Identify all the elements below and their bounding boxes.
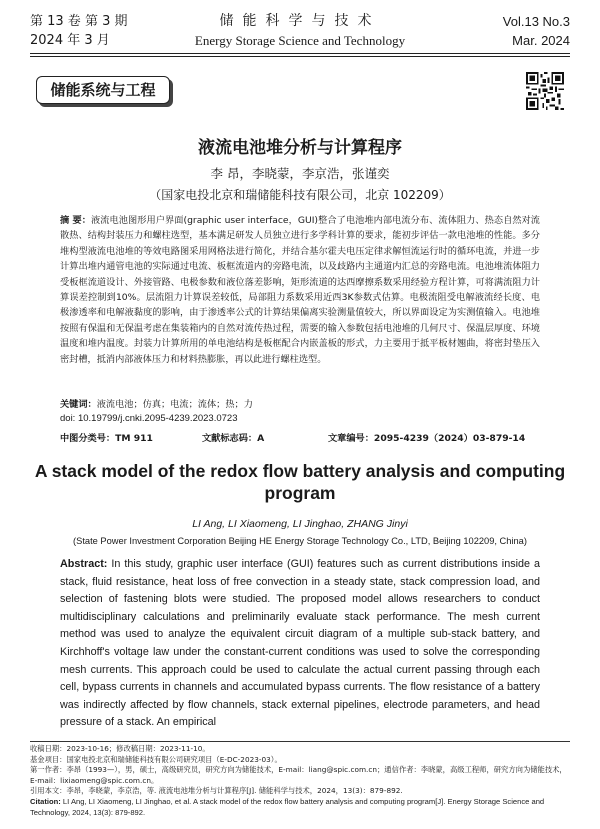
abstract-text-cn: 液流电池图形用户界面(graphic user interface，GUI)整合了电池堆内部电流分布、流体阻力、热态自然对流散热、结构封装压力和螺柱选型，基本满足研发人员独立进行多学科计算的要求，能初步评估一款电池堆的性能。多分堆构型液流电池堆的等效电路图采用网格法进行简化，并结合基尔霍夫电压定律求解恒流运行时的循环电流，并进一步计算出堆内通管电池的实际通过电流、板框流道内的旁路电流，以及歧路内主通道内汇总的旁路电流。电池堆流体阻力受板框流道设计、外接管路、电极参数和液位落差影响，矩形流道的达西摩擦系数采用经验方程计算，可将满流阻力计算误差控制到10%。层流阻力计算误差较低，局部阻力系数采用近西3K参数式估算。电极流阻受电解液流经长度、电极渗透率和电解液黏度的影响，由于渗透率公式的计算结果偏离实验测量值较大，所以界面设定为实测值输入。电池堆按照有保温和无保温考虑在集装箱内的自然对流传热过程，需要的输入参数包括电池堆的几何尺寸、保温层厚度、环境温度和堆内温度。封装力计算所用的单电池结构是板框配合内嵌盖板的形式，力主要用于抵平板材翘曲，将密封垫压入密封槽，抵消内部液体压力和材料热膨胀，再以此进行螺柱选型。 [60,215,540,365]
date-en: Mar. 2024 [512,33,570,48]
column-badge: 储能系统与工程 [36,76,170,104]
keywords-text-cn: 液流电池；仿真；电流；流体；热；力 [96,399,253,410]
keywords-cn [60,397,540,412]
article-number: 文章编号：2095-4239（2024）03-879-14 [328,433,526,444]
qr-code-icon[interactable] [526,72,564,110]
title-cn: 液流电池堆分析与计算程序 [198,138,402,158]
keywords-label-cn: 关键词： [60,399,97,410]
cite-label-en: Citation: [30,796,61,806]
journal-name [150,12,450,50]
footnote-fund: 基金项目：国家电投北京和瑞储能科技有限公司研究项目（E-DC-2023-03）。 [30,754,282,764]
journal-name-en: Energy Storage Science and Technology [194,33,406,48]
authors-cn: 李 昂，李晓蒙，李京浩，张谨奕 [210,166,390,181]
clc-number: 中图分类号：TM 911 [60,433,153,444]
issue-info-en [503,12,570,50]
abstract-en [60,556,540,732]
footnote-cite-en [30,797,570,818]
abstract-label-en: Abstract: [60,558,108,570]
doi[interactable]: doi: 10.19799/j.cnki.2095-4239.2023.0723 [60,413,238,424]
abstract-cn [60,213,540,367]
footnote-cite-cn: 引用本文：李昂，李晓蒙，李京浩，等. 液流电池堆分析与计算程序[J]. 储能科学与技术，2024，13(3)：879-892. [30,786,403,796]
cite-text-en: LI Ang, LI Xiaomeng, LI Jinghao, et al. A stack model of the redox flow battery analysis and computing program[J]. Energy Storage Science and Technology, 2024, 13(3): 879-892. [30,796,545,817]
document-code: 文献标志码：A [202,433,265,444]
date-cn: 2024 年 3 月 [30,33,110,48]
header-rule [30,53,570,57]
abstract-text-en: In this study, graphic user interface (GUI) features such as current distributions inside a stack, fluid resistance, heat loss of free convection in a steady state, stack compression load, and selection of fastening blots were studied. The proposed model allows researchers to conduct multidisciplinary calculations and preliminarily evaluate stack performance. The mesh current method was used to analyze the equivalent circuit diagram of a multiple sub-stack battery, and Kirchhoff's voltage law under the constant-current conditions was used to solve the corresponding mesh currents. This approach could be used to calculate the actual current passing through each cell, bypass currents in channels and accumulated bypass currents. The flow resistance of a battery was indirectly affected by flow channels, stack external pipelines, electrode parameters, and head pressure of a stack. An empirical [60,558,541,729]
authors-en: LI Ang, LI Xiaomeng, LI Jinghao, ZHANG Jinyi [192,518,408,530]
volume-en: Vol.13 No.3 [502,14,570,29]
title-en: A stack model of the redox flow battery analysis and computing program [34,461,566,503]
journal-name-cn: 储能科学与技术 [219,13,381,29]
volume-cn: 第 13 卷 第 3 期 [30,14,128,29]
abstract-label-cn: 摘 要： [60,215,92,226]
footnote-author: 第一作者：李昂（1993—），男，硕士，高级研究员，研究方向为储能技术，E-mail：liang@spic.com.cn；通信作者：李晓蒙，高级工程师，研究方向为储能技术，E-mail：lixiaomeng@spic.com.cn。 [30,765,567,785]
affiliation-en: (State Power Investment Corporation Beijing HE Energy Storage Technology Co., LTD, Beijing 102209, China) [73,536,527,546]
affiliation-cn: （国家电投北京和瑞储能科技有限公司，北京 102209） [149,188,451,202]
footnote-rule [30,741,570,742]
footnotes [30,744,570,818]
issue-info-cn [30,12,127,50]
footnote-received: 收稿日期：2023-10-16；修改稿日期：2023-11-10。 [30,744,210,753]
